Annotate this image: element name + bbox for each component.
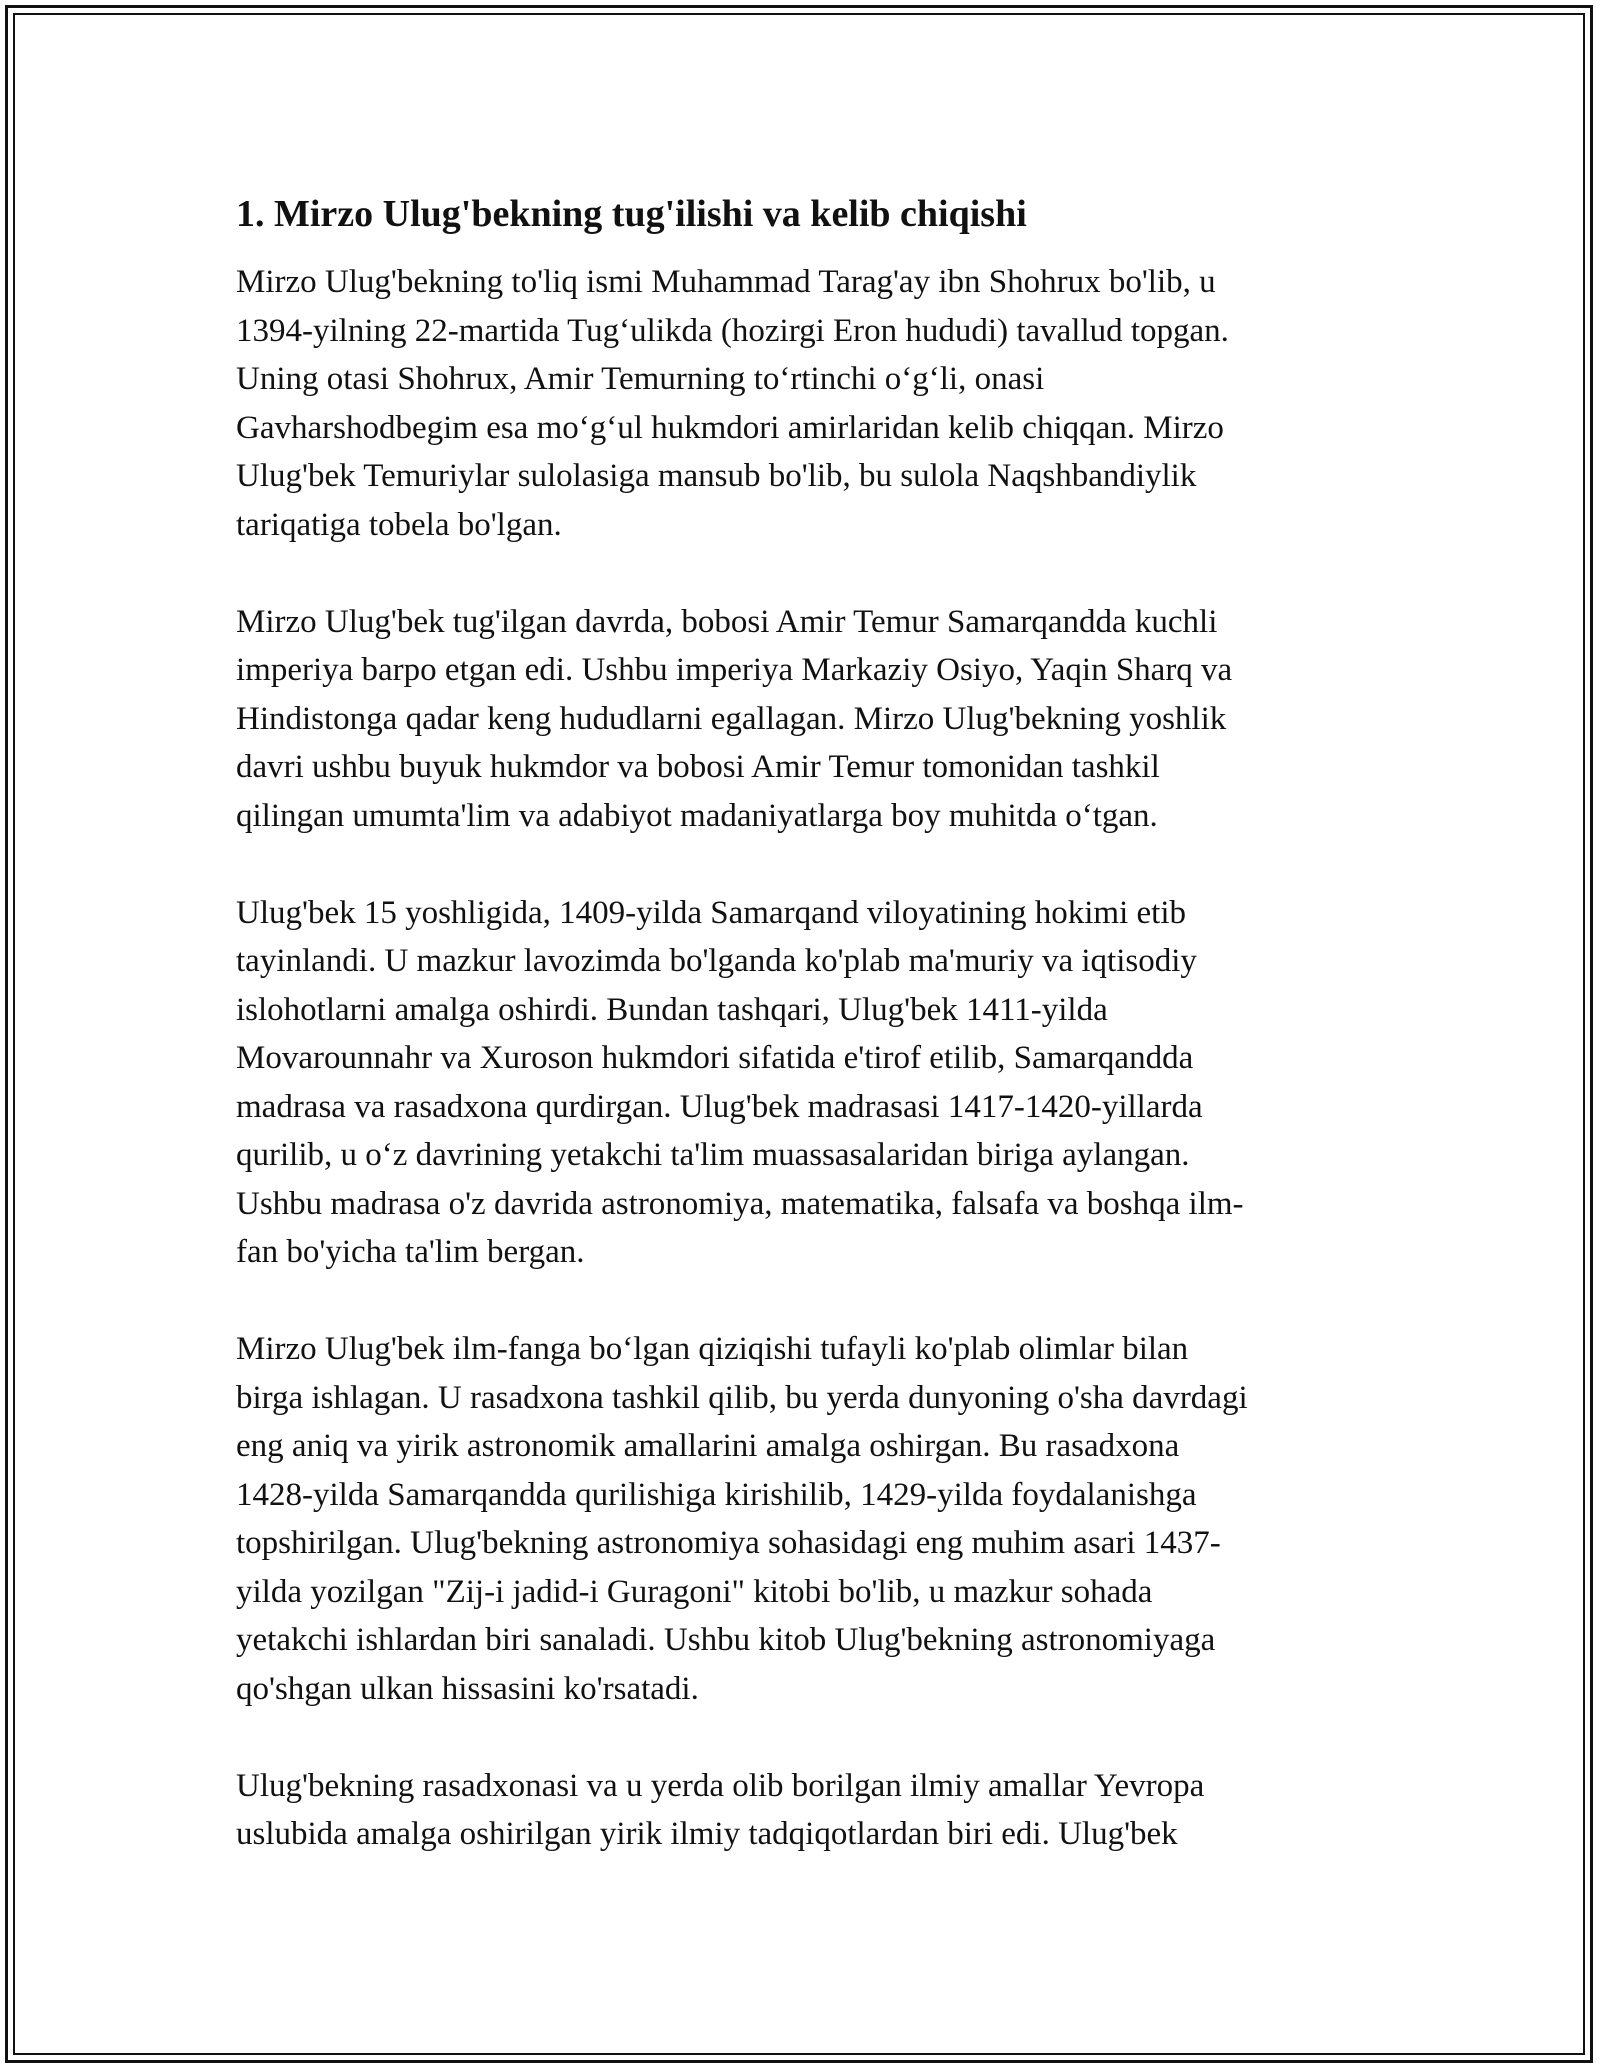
section-heading: 1. Mirzo Ulug'bekning tug'ilishi va kelib chiqishi [236, 193, 1027, 235]
text-line: Ulug'bekning rasadxonasi va u yerda olib borilgan ilmiy amallar Yevropa [236, 1767, 1205, 1804]
text-line: birga ishlagan. U rasadxona tashkil qilib, bu yerda dunyoning o'sha davrdagi [236, 1379, 1248, 1416]
text-line: eng aniq va yirik astronomik amallarini amalga oshirgan. Bu rasadxona [236, 1428, 1180, 1464]
text-line: Gavharshodbegim esa mo‘g‘ul hukmdori amirlaridan kelib chiqqan. Mirzo [236, 409, 1224, 446]
text-line: uslubida amalga oshirilgan yirik ilmiy tadqiqotlardan biri edi. Ulug'bek [236, 1816, 1178, 1852]
text-line: tariqatiga tobela bo'lgan. [236, 506, 562, 543]
text-line: Movarounnahr va Xuroson hukmdori sifatida e'tirof etilib, Samarqandda [236, 1040, 1194, 1076]
text-line: madrasa va rasadxona qurdirgan. Ulug'bek madrasasi 1417-1420-yillarda [236, 1088, 1203, 1125]
text-line: fan bo'yicha ta'lim bergan. [236, 1234, 585, 1270]
text-line: Mirzo Ulug'bek tug'ilgan davrda, bobosi Amir Temur Samarqandda kuchli [236, 603, 1218, 640]
text-line: davri ushbu buyuk hukmdor va bobosi Amir Temur tomonidan tashkil [236, 749, 1160, 785]
text-line: tayinlandi. U mazkur lavozimda bo'lganda ko'plab ma'muriy va iqtisodiy [236, 943, 1197, 979]
text-line: Ulug'bek Temuriylar sulolasiga mansub bo'lib, bu sulola Naqshbandiylik [236, 458, 1197, 494]
text-line: qo'shgan ulkan hissasini ko'rsatadi. [236, 1670, 699, 1707]
text-line: topshirilgan. Ulug'bekning astronomiya sohasidagi eng muhim asari 1437- [236, 1525, 1221, 1561]
document-body [236, 190, 1376, 1907]
text-line: qurilib, u o‘z davrining yetakchi ta'lim muassasalaridan biriga aylangan. [236, 1137, 1190, 1173]
text-line: yetakchi ishlardan biri sanaladi. Ushbu kitob Ulug'bekning astronomiyaga [236, 1622, 1216, 1658]
text-line: 1394-yilning 22-martida Tug‘ulikda (hozirgi Eron hududi) tavallud topgan. [236, 312, 1229, 349]
text-line: 1428-yilda Samarqandda qurilishiga kirishilib, 1429-yilda foydalanishga [236, 1476, 1197, 1513]
paragraph-3 [236, 889, 1376, 1277]
text-line: Ushbu madrasa o'z davrida astronomiya, matematika, falsafa va boshqa ilm- [236, 1185, 1244, 1222]
text-line: islohotlarni amalga oshirdi. Bundan tashqari, Ulug'bek 1411-yilda [236, 991, 1108, 1028]
paragraph-1 [236, 258, 1376, 549]
text-line: qilingan umumta'lim va adabiyot madaniyatlarga boy muhitda o‘tgan. [236, 797, 1158, 834]
text-line: imperiya barpo etgan edi. Ushbu imperiya Markaziy Osiyo, Yaqin Sharq va [236, 652, 1233, 688]
text-line: Hindistonga qadar keng hududlarni egallagan. Mirzo Ulug'bekning yoshlik [236, 700, 1227, 737]
paragraph-2 [236, 598, 1376, 841]
text-line: Ulug'bek 15 yoshligida, 1409-yilda Samarqand viloyatining hokimi etib [236, 894, 1186, 931]
text-line: Mirzo Ulug'bek ilm-fanga bo‘lgan qiziqishi tufayli ko'plab olimlar bilan [236, 1331, 1189, 1367]
paragraph-5 [236, 1762, 1376, 1859]
text-line: Mirzo Ulug'bekning to'liq ismi Muhammad Tarag'ay ibn Shohrux bo'lib, u [236, 264, 1216, 300]
paragraph-4 [236, 1325, 1376, 1713]
text-line: Uning otasi Shohrux, Amir Temurning to‘rtinchi o‘g‘li, onasi [236, 361, 1045, 397]
text-line: yilda yozilgan "Zij-i jadid-i Guragoni" kitobi bo'lib, u mazkur sohada [236, 1573, 1153, 1610]
